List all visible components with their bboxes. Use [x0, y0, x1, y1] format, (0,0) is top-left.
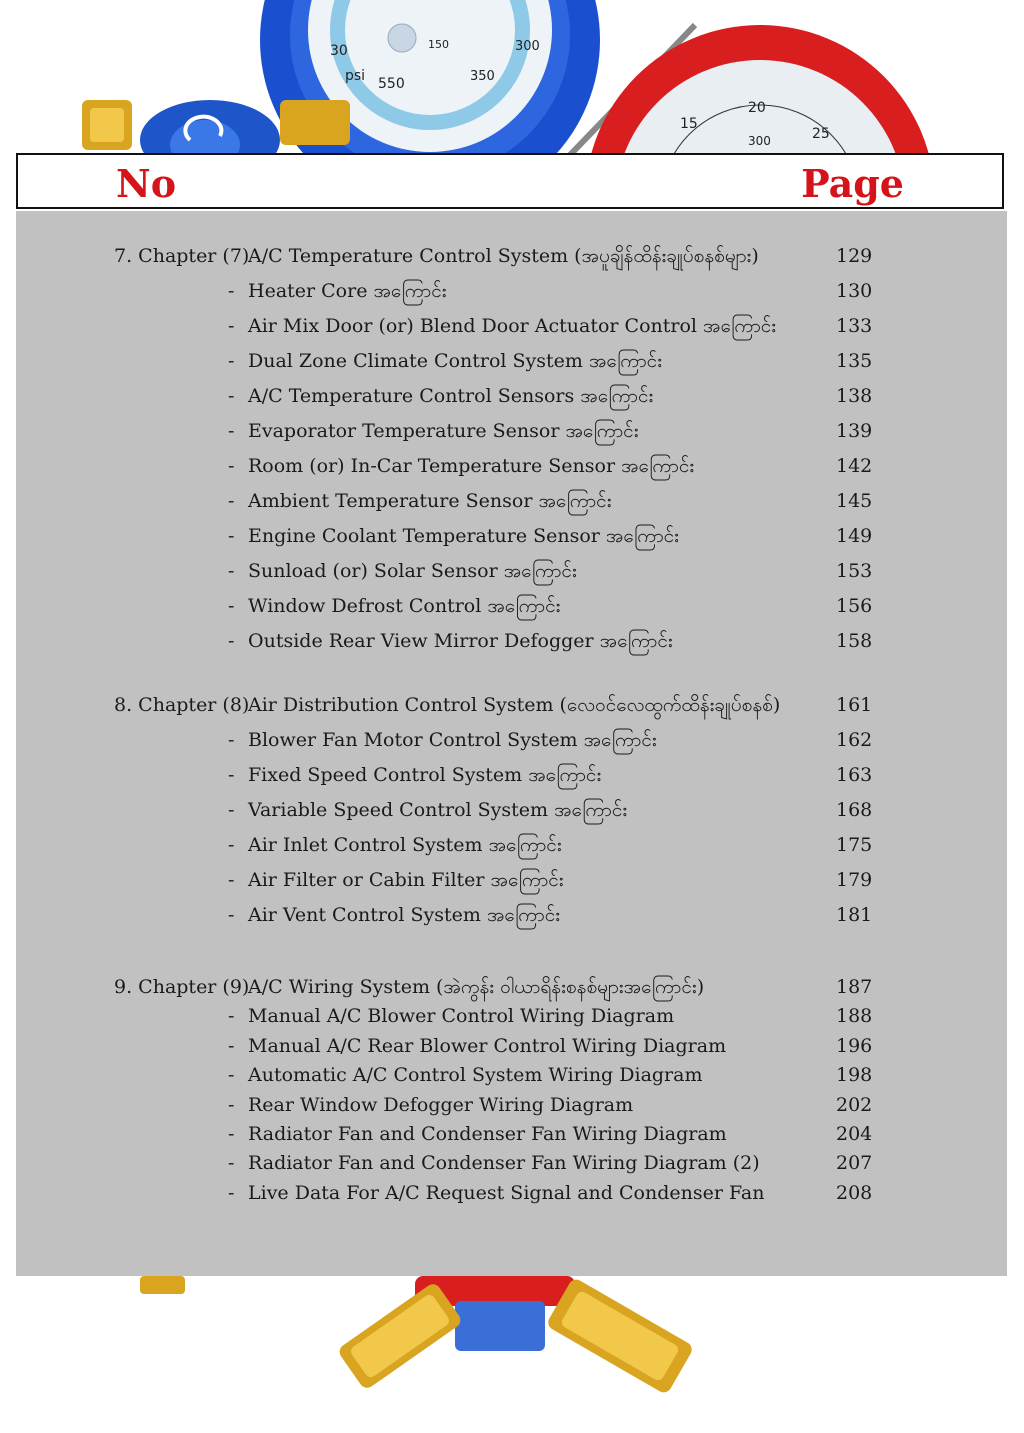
gauge-red-label-20: 20 — [748, 100, 766, 116]
item-dash: - — [228, 350, 235, 372]
gauge-blue-label-350: 350 — [470, 69, 495, 84]
toc-item — [16, 1001, 1007, 1031]
toc-item — [16, 346, 1007, 376]
item-title: Ambient Temperature Sensor အကြောင်း — [248, 490, 612, 512]
item-dash: - — [228, 1035, 235, 1057]
item-page: 198 — [836, 1064, 873, 1086]
toc-item — [16, 626, 1007, 656]
item-title: Blower Fan Motor Control System အကြောင်း — [248, 729, 657, 751]
item-dash: - — [228, 904, 235, 926]
header-no-label: No — [116, 161, 177, 206]
item-page: 139 — [836, 420, 873, 442]
gauge-blue-label-30: 30 — [330, 43, 348, 59]
item-title: Dual Zone Climate Control System အကြောင်း — [248, 350, 663, 372]
toc-item — [16, 900, 1007, 930]
item-title: Rear Window Defogger Wiring Diagram — [248, 1094, 634, 1116]
item-dash: - — [228, 1094, 235, 1116]
item-title: Air Mix Door (or) Blend Door Actuator Control အကြောင်း — [248, 315, 777, 337]
toc-item — [16, 556, 1007, 586]
item-page: 163 — [836, 764, 873, 786]
gauge-blue-label-300: 300 — [515, 39, 540, 54]
item-page: 175 — [836, 834, 873, 856]
gauge-red-label-300: 300 — [748, 134, 771, 148]
item-title: Engine Coolant Temperature Sensor အကြောင်း — [248, 525, 680, 547]
gauge-red-label-15: 15 — [680, 116, 698, 132]
toc-item — [16, 486, 1007, 516]
gauge-red-label-25: 25 — [812, 126, 830, 142]
item-title: Window Defrost Control အကြောင်း — [248, 595, 561, 617]
item-page: 145 — [836, 490, 873, 512]
toc-item — [16, 1090, 1007, 1120]
toc-item — [16, 521, 1007, 551]
item-page: 179 — [836, 869, 873, 891]
item-title: Manual A/C Blower Control Wiring Diagram — [248, 1005, 675, 1027]
gauge-blue-label-550: 550 — [378, 76, 405, 92]
item-title: A/C Temperature Control Sensors အကြောင်း — [248, 385, 654, 407]
item-page: 149 — [836, 525, 873, 547]
item-title: Radiator Fan and Condenser Fan Wiring Diagram — [248, 1123, 727, 1145]
item-dash: - — [228, 420, 235, 442]
chapter-page: 187 — [836, 976, 873, 998]
item-dash: - — [228, 869, 235, 891]
item-page: 130 — [836, 280, 873, 302]
item-dash: - — [228, 385, 235, 407]
item-title: Fixed Speed Control System အကြောင်း — [248, 764, 602, 786]
item-page: 196 — [836, 1035, 873, 1057]
toc-item — [16, 725, 1007, 755]
chapter-row — [16, 972, 1007, 1002]
chapter-number: 8. Chapter (8) — [114, 694, 250, 716]
item-title: Air Vent Control System အကြောင်း — [248, 904, 561, 926]
toc-item — [16, 311, 1007, 341]
toc-item — [16, 1119, 1007, 1149]
toc-item — [16, 451, 1007, 481]
item-title: Room (or) In-Car Temperature Sensor အကြောင်း — [248, 455, 695, 477]
chapter-title: A/C Wiring System (အဲကွန်း ဝါယာရိန်းစနစ်များအကြောင်း) — [248, 976, 705, 998]
chapter-title: Air Distribution Control System (လေဝင်လေထွက်ထိန်းချုပ်စနစ်) — [248, 694, 781, 716]
toc-item — [16, 1178, 1007, 1208]
item-page: 153 — [836, 560, 873, 582]
toc-item — [16, 381, 1007, 411]
item-page: 162 — [836, 729, 873, 751]
item-title: Air Filter or Cabin Filter အကြောင်း — [248, 869, 564, 891]
toc-item — [16, 276, 1007, 306]
toc-item — [16, 830, 1007, 860]
item-dash: - — [228, 729, 235, 751]
item-page: 158 — [836, 630, 873, 652]
item-dash: - — [228, 1182, 235, 1204]
item-title: Automatic A/C Control System Wiring Diagram — [248, 1064, 703, 1086]
item-dash: - — [228, 490, 235, 512]
chapter-title: A/C Temperature Control System (အပူချိန်ထိန်းချုပ်စနစ်များ) — [248, 245, 759, 267]
header-bar — [16, 153, 1004, 209]
item-dash: - — [228, 764, 235, 786]
item-page: 202 — [836, 1094, 873, 1116]
item-dash: - — [228, 560, 235, 582]
item-page: 156 — [836, 595, 873, 617]
item-title: Live Data For A/C Request Signal and Condenser Fan — [248, 1182, 765, 1204]
item-page: 207 — [836, 1152, 873, 1174]
header-page-label: Page — [801, 161, 904, 206]
item-page: 204 — [836, 1123, 873, 1145]
toc-item — [16, 795, 1007, 825]
toc-item — [16, 1060, 1007, 1090]
item-page: 135 — [836, 350, 873, 372]
gauge-photo-top — [0, 0, 1024, 160]
item-dash: - — [228, 630, 235, 652]
item-title: Evaporator Temperature Sensor အကြောင်း — [248, 420, 639, 442]
item-title: Sunload (or) Solar Sensor အကြောင်း — [248, 560, 577, 582]
toc-item — [16, 1031, 1007, 1061]
item-page: 168 — [836, 799, 873, 821]
item-title: Air Inlet Control System အကြောင်း — [248, 834, 562, 856]
item-page: 188 — [836, 1005, 873, 1027]
toc-item — [16, 865, 1007, 895]
toc-item — [16, 591, 1007, 621]
item-dash: - — [228, 455, 235, 477]
gauge-blue-label-psi: psi — [345, 68, 366, 84]
toc-item — [16, 416, 1007, 446]
item-dash: - — [228, 1123, 235, 1145]
item-page: 181 — [836, 904, 873, 926]
chapter-number: 7. Chapter (7) — [114, 245, 250, 267]
toc-item — [16, 760, 1007, 790]
item-dash: - — [228, 525, 235, 547]
toc-panel — [16, 211, 1007, 1276]
item-dash: - — [228, 834, 235, 856]
item-title: Variable Speed Control System အကြောင်း — [248, 799, 628, 821]
item-title: Outside Rear View Mirror Defogger အကြောင်း — [248, 630, 673, 652]
chapter-page: 129 — [836, 245, 873, 267]
chapter-row — [16, 241, 1007, 271]
item-title: Heater Core အကြောင်း — [248, 280, 447, 302]
item-dash: - — [228, 315, 235, 337]
item-title: Radiator Fan and Condenser Fan Wiring Diagram (2) — [248, 1152, 760, 1174]
chapter-number: 9. Chapter (9) — [114, 976, 250, 998]
item-dash: - — [228, 1064, 235, 1086]
item-dash: - — [228, 280, 235, 302]
item-title: Manual A/C Rear Blower Control Wiring Diagram — [248, 1035, 727, 1057]
toc-item — [16, 1148, 1007, 1178]
item-page: 142 — [836, 455, 873, 477]
item-page: 133 — [836, 315, 873, 337]
gauge-blue-label-150: 150 — [428, 38, 449, 51]
chapter-page: 161 — [836, 694, 873, 716]
item-page: 138 — [836, 385, 873, 407]
item-dash: - — [228, 1005, 235, 1027]
chapter-row — [16, 690, 1007, 720]
item-page: 208 — [836, 1182, 873, 1204]
item-dash: - — [228, 799, 235, 821]
fittings-photo-bottom — [0, 1276, 1024, 1433]
item-dash: - — [228, 595, 235, 617]
item-dash: - — [228, 1152, 235, 1174]
